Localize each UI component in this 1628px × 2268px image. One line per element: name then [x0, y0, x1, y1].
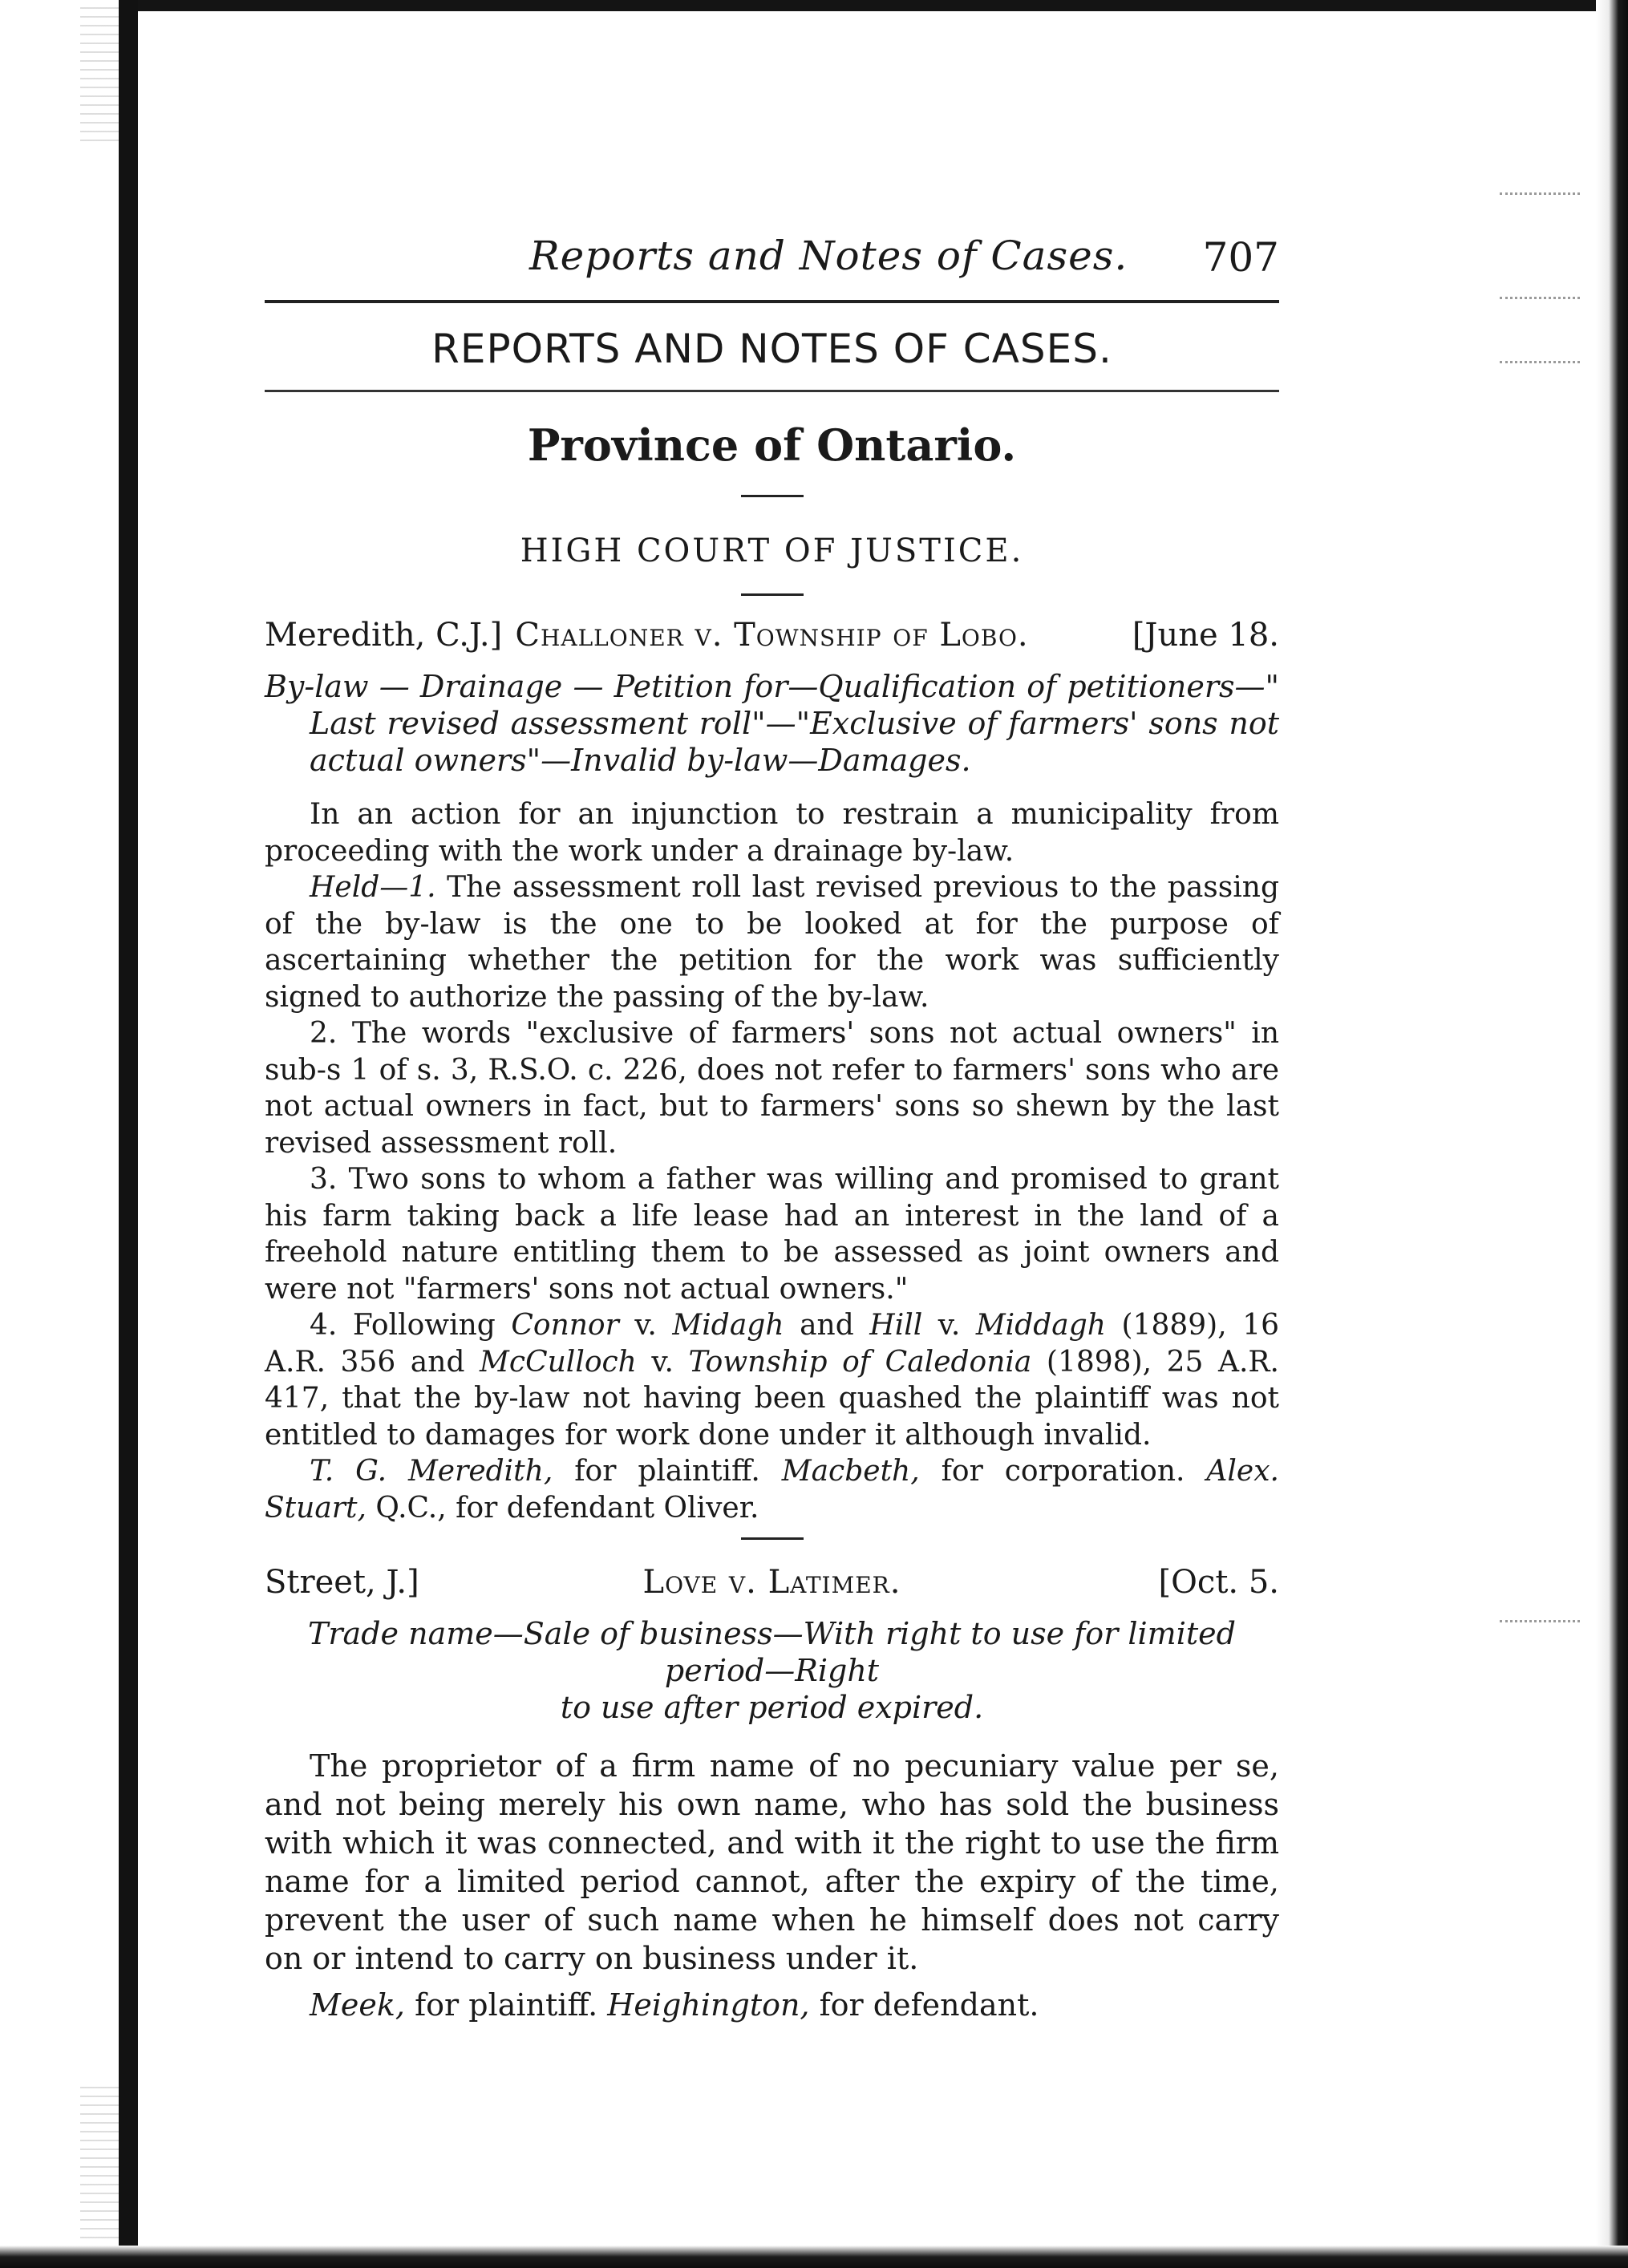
paragraph-text: v. — [651, 1345, 674, 1379]
province-heading: Province of Ontario. — [527, 419, 1017, 471]
case-paragraph: The proprietor of a firm name of no pecuniary value per se, and not being merely his own name, who has sold the business with which it was connected, and with it the right to use the firm name for a limited period cannot, after the expiry of the time, prevent the user of such name when he himself does not carry on or intend to carry on business under it. — [265, 1748, 1279, 1976]
case-paragraph — [265, 1307, 1279, 1453]
case-counsel — [265, 1986, 1279, 2024]
citation: Hill — [869, 1309, 923, 1342]
case-name: Challoner v. Township of Lobo. — [515, 617, 1029, 654]
header-rule — [265, 300, 1279, 303]
page-bottom-edge — [0, 2246, 1628, 2268]
case-date: [Oct. 5. — [1158, 1564, 1279, 1601]
counsel-role: for corporation. — [941, 1455, 1185, 1488]
headnote-line: Trade name—Sale of business—With right to use for limited period—Right — [308, 1616, 1236, 1688]
binding-speckle-top — [80, 0, 119, 144]
case-headnote — [265, 1615, 1279, 1726]
paragraph-text: (1898), 25 A.R. 417, that the by-law not having been quashed the plaintiff was not entitled to damages for work done under it although invalid. — [265, 1345, 1279, 1452]
counsel-role: Q.C., for defendant Oliver. — [375, 1491, 759, 1525]
citation: Middagh — [975, 1309, 1106, 1342]
case-name: Love v. Latimer. — [642, 1564, 901, 1601]
citation: Connor — [511, 1309, 619, 1342]
section-rule — [265, 390, 1279, 392]
page-right-edge — [1596, 0, 1628, 2268]
headnote-line: to use after period expired. — [560, 1690, 984, 1725]
counsel-role: for defendant. — [819, 1987, 1039, 2023]
page-top-edge — [138, 0, 1628, 11]
page-binding-edge — [119, 0, 138, 2268]
divider-rule — [741, 593, 804, 596]
section-title: REPORTS AND NOTES OF CASES. — [431, 326, 1112, 372]
case-date: [June 18. — [1132, 617, 1279, 654]
counsel-name: Alex. Stuart, — [265, 1455, 1279, 1525]
paragraph-text: The assessment roll last revised previous to the passing of the by-law is the one to be looked at for the purpose of ascertaining whether the petition for the work was sufficiently signed to authorize the passing of the by-law. — [265, 871, 1279, 1014]
document-page — [265, 233, 1279, 2024]
case-judge: Street, J.] — [265, 1564, 419, 1601]
case-paragraph: In an action for an injunction to restrain a municipality from proceeding with the work under a drainage by-law. — [265, 798, 1279, 868]
held-label: Held—1. — [310, 871, 436, 904]
counsel-role: for plaintiff. — [574, 1455, 760, 1488]
court-heading: HIGH COURT OF JUSTICE. — [520, 533, 1024, 569]
case-counsel — [265, 1453, 1279, 1526]
counsel-role: for plaintiff. — [415, 1987, 598, 2023]
paragraph-text: v. — [634, 1309, 657, 1342]
scan-dots — [1500, 1620, 1580, 1622]
paragraph-text: and — [800, 1309, 854, 1342]
scan-dots — [1500, 361, 1580, 363]
scan-dots — [1500, 192, 1580, 195]
divider-rule — [741, 495, 804, 497]
counsel-name: Macbeth, — [781, 1455, 920, 1488]
running-head — [265, 233, 1279, 297]
scan-dots — [1500, 297, 1580, 299]
case-judge: Meredith, C.J.] — [265, 617, 503, 654]
case-paragraph: 3. Two sons to whom a father was willing and promised to grant his farm taking back a life lease had an interest in the land of a freehold nature entitling them to be assessed as joint owners and were not "farmers' sons not actual owners." — [265, 1163, 1279, 1306]
binding-speckle-bottom — [80, 2085, 119, 2268]
paragraph-text: v. — [938, 1309, 961, 1342]
case-paragraph: 2. The words "exclusive of farmers' sons not actual owners" in sub-s 1 of s. 3, R.S.O. c. 226, does not refer to farmers' sons who are not actual owners in fact, but to farmers' sons so shewn by the last revised assessment roll. — [265, 1017, 1279, 1160]
counsel-name: Meek, — [310, 1987, 405, 2023]
divider-rule — [741, 1537, 804, 1540]
citation: Midagh — [672, 1309, 784, 1342]
page-number: 707 — [1202, 234, 1279, 281]
counsel-name: T. G. Meredith, — [310, 1455, 553, 1488]
case-paragraph — [265, 869, 1279, 1015]
case-heading — [265, 617, 1279, 665]
paragraph-text: (1889), 16 A.R. 356 and — [265, 1309, 1279, 1379]
paragraph-text: 4. Following — [310, 1309, 496, 1342]
citation: McCulloch — [480, 1345, 637, 1379]
running-title: Reports and Notes of Cases. — [529, 233, 1128, 279]
counsel-name: Heighington, — [607, 1987, 810, 2023]
citation: Township of Caledonia — [688, 1345, 1032, 1379]
case-heading — [265, 1564, 1279, 1612]
case-headnote: By-law — Drainage — Petition for—Qualification of petitioners—" Last revised assessment roll"—"Exclusive of farmers' sons not actual owners"—Invalid by-law—Damages. — [265, 669, 1279, 778]
